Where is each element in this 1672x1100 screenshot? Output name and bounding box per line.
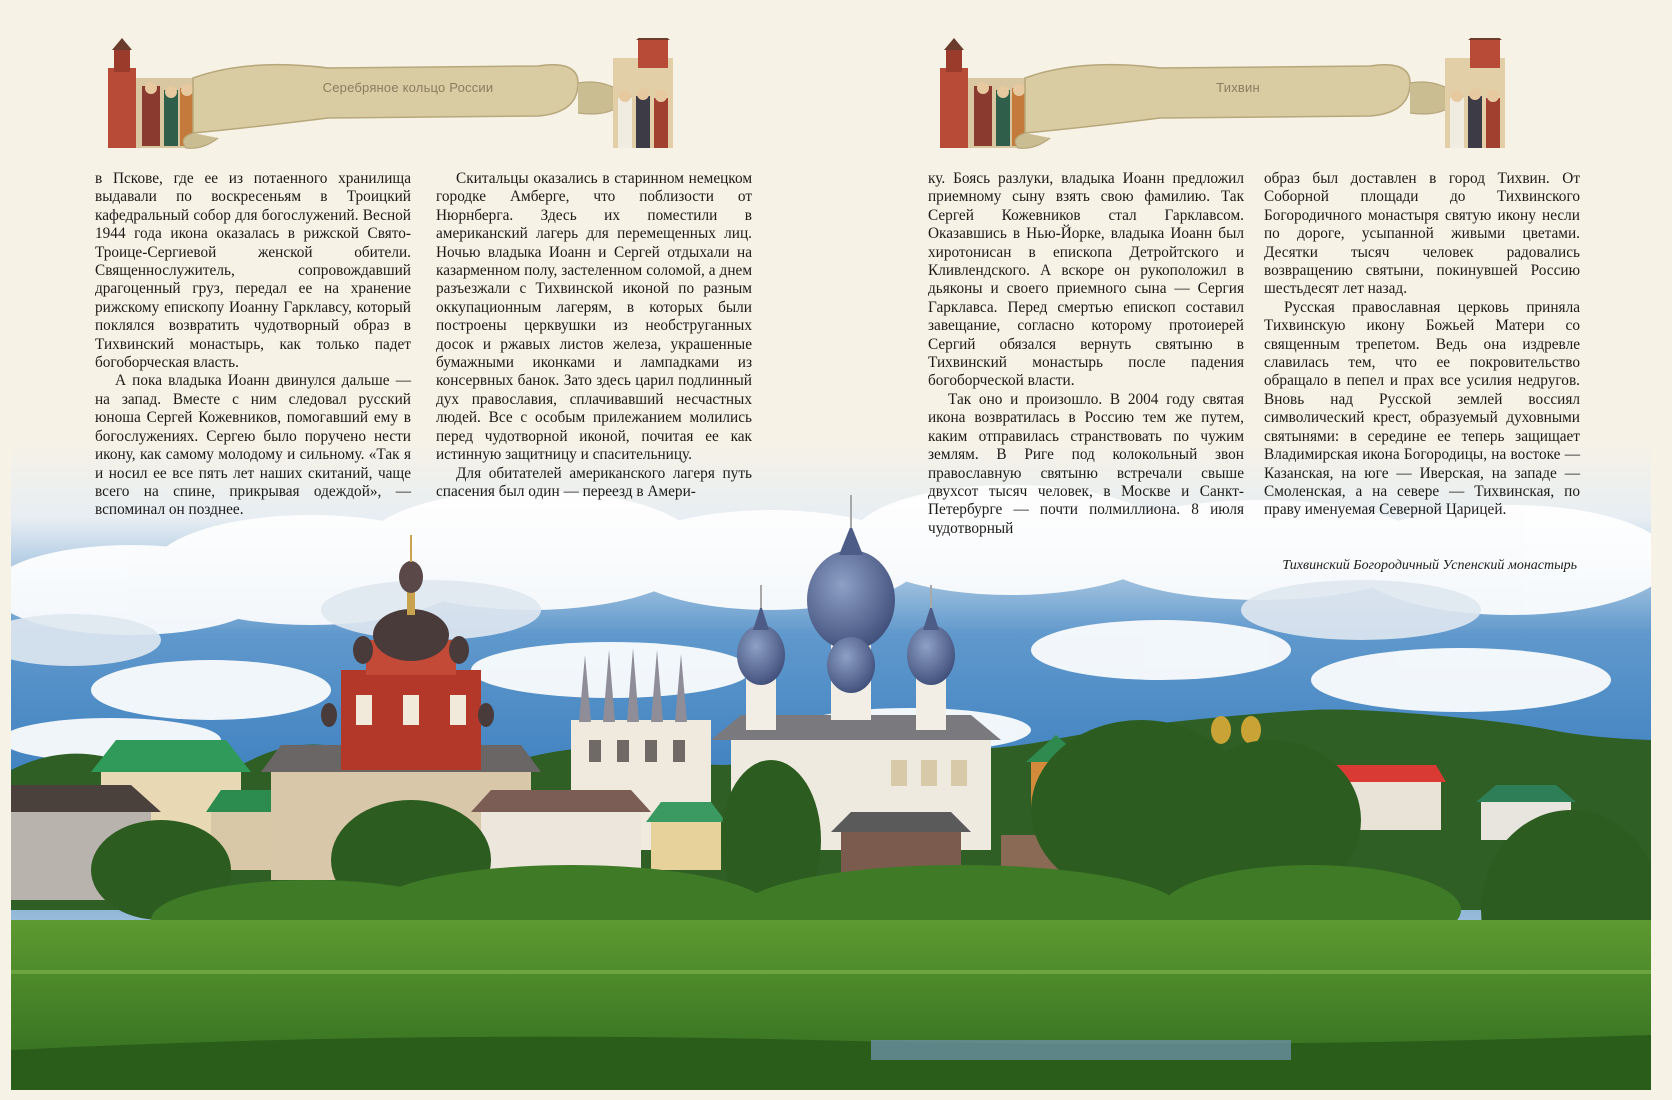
photo-caption: Тихвинский Богородичный Успенский монастырь [1282,558,1577,573]
scroll-banner-ornament [940,38,1560,156]
text-column-4 [1264,170,1580,520]
monastery-photo [11,440,1651,1090]
paragraph: образ был доставлен в город Тихвин. От Соборной площади до Тихвинского Богородичного монастыря святую икону несли по дороге, усыпанной живыми цветами. Десятки тысяч человек радовались возвращению святыни, покинувшей Россию шестьдесят лет назад. [1264,170,1580,298]
paragraph: Для обитателей американского лагеря путь спасения был один — переезд в Амери- [436,464,752,500]
paragraph: в Пскове, где ее из потаенного хранилища выдавали по воскресеньям в Троицкий кафедральный собор для богослужений. Весной 1944 года икона оказалась в рижской Свято-Троице-Сергиевой женской обители. Священнослужитель, сопровождавший драгоценный груз, передал ее на хранение рижскому епископу Иоанну Гарклавсу, который поклялся возвратить чудотворный образ в Тихвинский монастырь, как только падет богоборческая власть. [95,170,411,372]
header-right [940,38,1560,156]
paragraph: А пока владыка Иоанн двинулся дальше — на запад. Вместе с ним следовал русский юноша Сергей Кожевников, помогавший ему в богослужениях. Сергею было поручено нести икону, как самому молодому и сильному. «Так я и носил ее все пять лет наших скитаний, чаще всего на спине, прикрывая одеждой», — вспоминал он позднее. [95,372,411,519]
paragraph: Русская православная церковь приняла Тихвинскую икону Божьей Матери со священным трепетом. Ведь она издревле славилась тем, что ее покровительство обращало в пепел и прах все усилия недругов. Вновь над Русской землей воссиял символический крест, образуемый духовными святынями: в середине ее теперь защищает Владимирская икона Богородицы, на востоке — Казанская, на юге — Иверская, на западе — Смоленская, а на севере — Тихвинская, по праву именуемая Северной Царицей. [1264,298,1580,519]
text-column-1 [95,170,411,520]
paragraph: ку. Боясь разлуки, владыка Иоанн предложил приемному сыну взять свою фамилию. Так Сергей Кожевников стал Гарклавсом. Оказавшись в Нью-Йорке, владыка Иоанн был хиротонисан в епископа Детройтского и Кливлендского. А вскоре он рукоположил в дьяконы и своего приемного сына — Сергия Гарклавса. Перед смертью епископ составил завещание, согласно которому протоиерей Сергий обязался вернуть святыню в Тихвинский монастырь после падения богоборческой власти. [928,170,1244,390]
text-column-2 [436,170,752,501]
running-header-right: Тихвин [1216,80,1260,95]
running-header-left: Серебряное кольцо России [322,80,494,95]
paragraph: Скитальцы оказались в старинном немецком городке Амберге, что поблизости от Нюрнберга. Здесь их поместили в американский лагерь для перемещенных лиц. Ночью владыка Иоанн и Сергей отдыхали на казарменном полу, застеленном соломой, а днем разъезжали с Тихвинской иконой по разным оккупационным лагерям, в которых были построены церквушки из необструганных досок и ржавых листов железа, украшенные бумажными иконками и лампадками из консервных банок. Зато здесь царил подлинный дух православия, сплачивавший несчастных людей. Все с особым прилежанием молились перед чудотворной иконой, почитая ее как истинную защитницу и спасительницу. [436,170,752,464]
scroll-banner-ornament [108,38,728,156]
text-column-3 [928,170,1244,538]
header-left [108,38,728,156]
paragraph: Так оно и произошло. В 2004 году святая икона возвратилась в Россию тем же путем, каким отправилась странствовать по чужим землям. В Риге под колокольный звон православную святыню встречали свыше двухсот тысяч человек, в Москве и Санкт-Петербурге — почти полмиллиона. 8 июля чудотворный [928,390,1244,537]
